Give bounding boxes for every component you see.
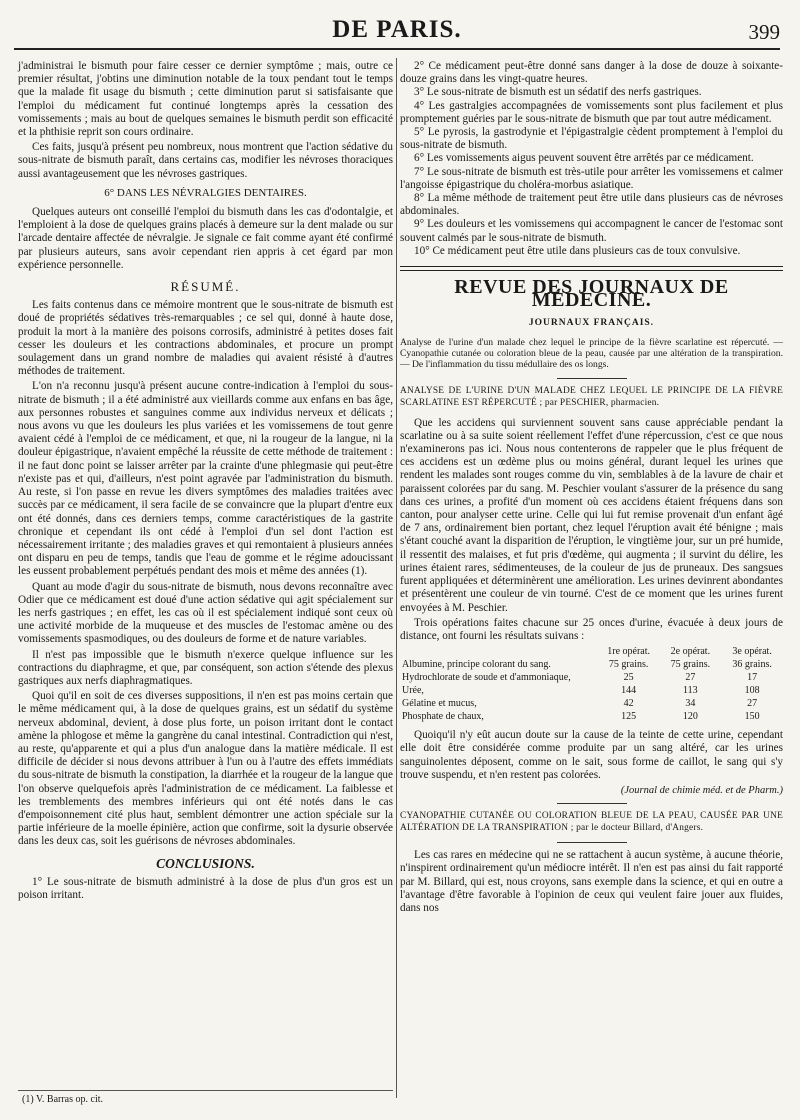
table-row-label: Albumine, principe colorant du sang.: [402, 659, 551, 671]
table-cell: 27: [747, 698, 758, 710]
table-row: [400, 697, 783, 710]
paragraph: Quelques auteurs ont conseillé l'emploi du bismuth dans les cas d'odontalgie, et l'emploient à la dose de quelques grains placés à demeure sur la dent malade ou sur l'arcade dentaire affectée de névralgie. Je signale ce fait comme ayant été confirmé par plusieurs auteurs, sans avoir cependant rien appris à cet égard par mon expérience personnelle.: [18, 206, 393, 271]
paragraph: Que les accidens qui surviennent souvent sans cause appréciable pendant la scarlatine ou à sa suite soient réellement l'effet d'une répercussion, c'est ce que nous n'examinerons pas ici. Nous nous contenterons de rappeler que le plus fréquent de ces accidens est un œdème plus ou moins général, durant lequel les urines que rendent les malades sont rouges comme du vin, semblables à de la lavure de chair et paraissent colorées par du sang. M. Peschier voulant s'assurer de la présence du sang dans ces urines, a profité d'un moment où ces accidens étaient fréquens dans son canton, pour analyser cette urine. Celle qui lui fut remise provenait d'un enfant âgé de 7 ans, ordinairement bien portant, chez lequel l'éruption avait été bénigne ; mais s'étant couché avant la disparition de l'éruption, le vingtième jour, sur un pré humide, il ressentit des malaises, et fut pris d'œdème, qui augmenta ; il survint du délire, les urines étaient rares, sédimenteuses, de la couleur de jus de pruneaux. Des sangsues furent appliquées et déterminèrent une amélioration. Les urines devinrent abondantes et présentèrent une couleur de vin tourné. C'est de ce moment que les urines furent envoyées à M. Peschier.: [400, 416, 783, 614]
column-divider: [396, 58, 397, 1098]
table-cell: 2e opérat.: [670, 646, 711, 658]
conclusion-item: 6° Les vomissements aigus peuvent souvent être arrêtés par ce médicament.: [414, 152, 754, 165]
table-row-label: Gélatine et mucus,: [402, 698, 477, 710]
section-heading-resume: RÉSUMÉ.: [170, 279, 241, 295]
short-rule: [557, 803, 627, 804]
table-cell: 75 grains.: [670, 659, 711, 671]
paragraph: j'administrai le bismuth pour faire cesser ce dernier symptôme ; mais, outre ce premier résultat, j'obtins une diminution notable de la toux pendant tout le temps que la malade fit usage du bismuth ; cette diminution parut si satisfaisante que l'emploi du médicament fut continué longtemps après la cessation des vomissements ; mais au bout de quelques semaines le bismuth perdit son efficacité et la phthisie reprit son cours ordinaire.: [18, 60, 393, 139]
table-cell: 113: [683, 685, 698, 697]
conclusion-item: 5° Le pyrosis, la gastrodynie et l'épigastralgie cèdent promptement à l'emploi du sous-nitrate de bismuth.: [400, 126, 783, 152]
revue-heading: REVUE DES JOURNAUX DE MÉDECINE.: [454, 276, 729, 312]
footnote: (1) V. Barras op. cit.: [22, 1094, 104, 1105]
table-cell: 17: [747, 672, 758, 684]
conclusion-item: 9° Les douleurs et les vomissemens qui accompagnent le cancer de l'estomac sont souvent calmés par le sous-nitrate de bismuth.: [400, 218, 783, 244]
conclusion-item: 1° Le sous-nitrate de bismuth administré à la dose de plus d'un gros est un poison irritant.: [18, 875, 393, 901]
table-row-label: [400, 645, 598, 658]
table-row-label: Phosphate de chaux,: [402, 711, 484, 723]
paragraph: Quoi qu'il en soit de ces diverses suppositions, il n'en est pas moins certain que le même médicament qui, à la dose de quelques grains, est un sédatif du système nerveux abdominal, devient, à dose plus forte, un poison irritant dont le contact amène la phlogose et même la gangrène du canal intestinal. Contradiction qui n'est, au reste, qu'apparente et qui a plus d'un analogue dans la matière médicale. Il est difficile de décider si nous devons attribuer à l'un ou à l'autre des effets immédiats du sous-nitrate de bismuth la constipation, la diarrhée et la rougeur de la langue que l'on observe quelquefois après l'administration de ce médicament. La faiblesse et les tremblements des membres inférieurs qui ont été notés dans le cas d'empoisonnement cité plus haut, semblent démontrer une action spéciale sur la partie inférieure de la moelle épinière, action que confirme, soit la dysurie observée dans les deux cas, soit les guérisons de névroses abdominales.: [18, 690, 393, 848]
conclusion-item: 10° Ce médicament peut être utile dans plusieurs cas de toux convulsive.: [414, 244, 741, 257]
conclusion-item: 4° Les gastralgies accompagnées de vomissements sont plus facilement et plus promptement guéries par le sous-nitrate de bismuth que par tout autre médicament.: [400, 99, 783, 125]
source-reference: (Journal de chimie méd. et de Pharm.): [620, 784, 783, 796]
paragraph: Les faits contenus dans ce mémoire montrent que le sous-nitrate de bismuth est doué de propriétés sédatives très-remarquables ; ce sel qui, donné à haute dose, produit la mort à la manière des poisons corrosifs, administré à petites doses fait cesser les douleurs et les contractions abdominales, et procure un prompt soulagement dans un grand nombre de maladies qui avaient résisté à d'autres méthodes de traitement.: [18, 299, 393, 378]
table-cell: 75 grains.: [608, 659, 649, 671]
conclusion-item: 3° Le sous-nitrate de bismuth est un sédatif des nerfs gastriques.: [414, 86, 702, 99]
right-column: [400, 60, 783, 917]
article-title-analyse: ANALYSE DE L'URINE D'UN MALADE CHEZ LEQUEL LE PRINCIPE DE LA FIÈVRE SCARLATINE EST RÉPERCUTÉ ; par PESCHIER, pharmacien.: [400, 385, 783, 408]
table-cell: 150: [744, 711, 760, 723]
section-heading-nevralgies: 6° DANS LES NÉVRALGIES DENTAIRES.: [104, 186, 307, 199]
table-cell: 34: [685, 698, 696, 710]
table-cell: 36 grains.: [732, 659, 772, 671]
footnote-rule: [18, 1090, 393, 1091]
short-rule: [557, 842, 627, 843]
section-heading-conclusions: CONCLUSIONS.: [156, 855, 255, 871]
conclusion-item: 7° Le sous-nitrate de bismuth est très-utile pour arrêter les vomissemens et calmer l'angoisse épigastrique du choléra-morbus asiatique.: [400, 165, 783, 191]
table-row: [400, 658, 783, 671]
paragraph: L'on n'a reconnu jusqu'à présent aucune contre-indication à l'emploi du sous-nitrate de bismuth ; il a été administré aux vieillards comme aux enfans en bas âge, aux personnes robustes et sanguines comme aux individus nerveux et délicats ; nous avons vu que les douleurs les plus variées et les vomissemens de tout genre avaient cédé à l'emploi de ce médicament, et que, ni la rougeur de la langue, ni la douleur épigastrique, n'avaient empêché la réussite de cette méthode de traitement : il ne faut donc point se laisser arrêter par la crainte d'une phlegmasie qui peut-être n'existe pas et qui, d'ailleurs, n'est point agravée par l'administration du bismuth. Au reste, si l'on passe en revue les divers symptômes des maladies traitées avec succès par ce médicament, il sera facile de se convaincre que la plupart d'entre eux ont été donnés, dans ces derniers temps, comme caractéristiques de la gastrite chronique et cependant ils ont cédé à l'emploi d'un sel dont l'action est nécessairement irritante ; des maladies graves et qui remontaient à plusieurs années ont disparu en peu de temps, tandis que l'eau de gomme et le régime adoucissant les eussent probablement perpétués pendant des mois et même des années (1).: [18, 380, 393, 578]
table-header-row: [400, 645, 783, 658]
paragraph: Quant au mode d'agir du sous-nitrate de bismuth, nous devons reconnaître avec Odier que ce médicament est doué d'une action sédative qui agit spécialement sur les nerfs gastriques ; en effet, les cas où il est spécialement indiqué sont ceux où une activité morbide de la muqueuse et des muscles de l'estomac amène ou des vomissements spasmodiques, ou des douleurs de forme et de nature variables.: [18, 580, 393, 646]
running-title: DE PARIS.: [332, 16, 462, 43]
section-separator: [400, 266, 783, 271]
left-column: [18, 60, 393, 904]
short-rule: [557, 378, 627, 379]
table-cell: 144: [621, 685, 637, 697]
table-row-label: Urée,: [402, 685, 424, 697]
table-row: [400, 710, 783, 723]
paragraph: Trois opérations faites chacune sur 25 onces d'urine, évacuée à deux jours de distance, ont fourni les résultats suivans :: [400, 616, 783, 642]
table-cell: 108: [744, 685, 760, 697]
paragraph: Quoiqu'il n'y eût aucun doute sur la cause de la teinte de cette urine, cependant elle doit être considérée comme produite par un sang altéré, car les urines sanguinolentes déposent, comme on le sait, sous forme de caillot, le sang qui s'y trouve suspendu, et n'en restent pas colorées.: [400, 729, 783, 781]
paragraph: Les cas rares en médecine qui ne se rattachent à aucun système, à aucune théorie, n'inspirent ordinairement qu'un médiocre intérêt. Il n'en est pas ainsi du fait rapporté par M. Billard, qui est, nous croyons, sans exemple dans la science, et qui en outre a l'avantage d'être favorable à l'opinion de ceux qui veulent faire jouer aux fluides, dans nos: [400, 849, 783, 914]
table-cell: 120: [682, 711, 698, 723]
table-row-label: Hydrochlorate de soude et d'ammoniaque,: [402, 672, 571, 684]
results-table: [400, 645, 783, 723]
table-cell: 125: [621, 711, 637, 723]
table-cell: 3e opérat.: [732, 646, 772, 658]
section-summary: Analyse de l'urine d'un malade chez lequel le principe de la fièvre scarlatine est répercuté. — Cyanopathie cutanée ou coloration bleue de la peau, causée par une altération de la transpiration. — De l'inflammation du tissu médullaire des os longs.: [400, 336, 783, 370]
table-cell: 1re opérat.: [607, 646, 651, 658]
table-row: [400, 671, 783, 684]
paragraph: Ces faits, jusqu'à présent peu nombreux, nous montrent que l'action sédative du sous-nitrate de bismuth paraît, dans certains cas, modifier les névroses thoraciques aussi avantageusement que les névroses gastriques.: [18, 141, 393, 180]
page-number: 399: [748, 20, 780, 44]
article-title-cyanopathie: CYANOPATHIE CUTANÉE OU COLORATION BLEUE DE LA PEAU, CAUSÉE PAR UNE ALTÉRATION DE LA TRANSPIRATION ; par le docteur Billard, d'Angers.: [400, 811, 783, 834]
running-head: [14, 14, 780, 50]
table-cell: 42: [623, 698, 634, 710]
journaux-heading: JOURNAUX FRANÇAIS.: [528, 318, 655, 329]
table-cell: 27: [685, 672, 696, 684]
conclusion-item: 8° La même méthode de traitement peut être utile dans plusieurs cas de névroses abdominales.: [400, 192, 783, 218]
table-cell: 25: [623, 672, 634, 684]
paragraph: Il n'est pas impossible que le bismuth n'exerce quelque influence sur les contractions du diaphragme, et que, par conséquent, son action s'étende des plexus gastriques aux nerfs diaphragmatiques.: [18, 648, 393, 687]
conclusion-item: 2° Ce médicament peut-être donné sans danger à la dose de douze à soixante-douze grains dans les vingt-quatre heures.: [400, 60, 783, 86]
conclusions-list: [400, 60, 783, 258]
table-row: [400, 684, 783, 697]
